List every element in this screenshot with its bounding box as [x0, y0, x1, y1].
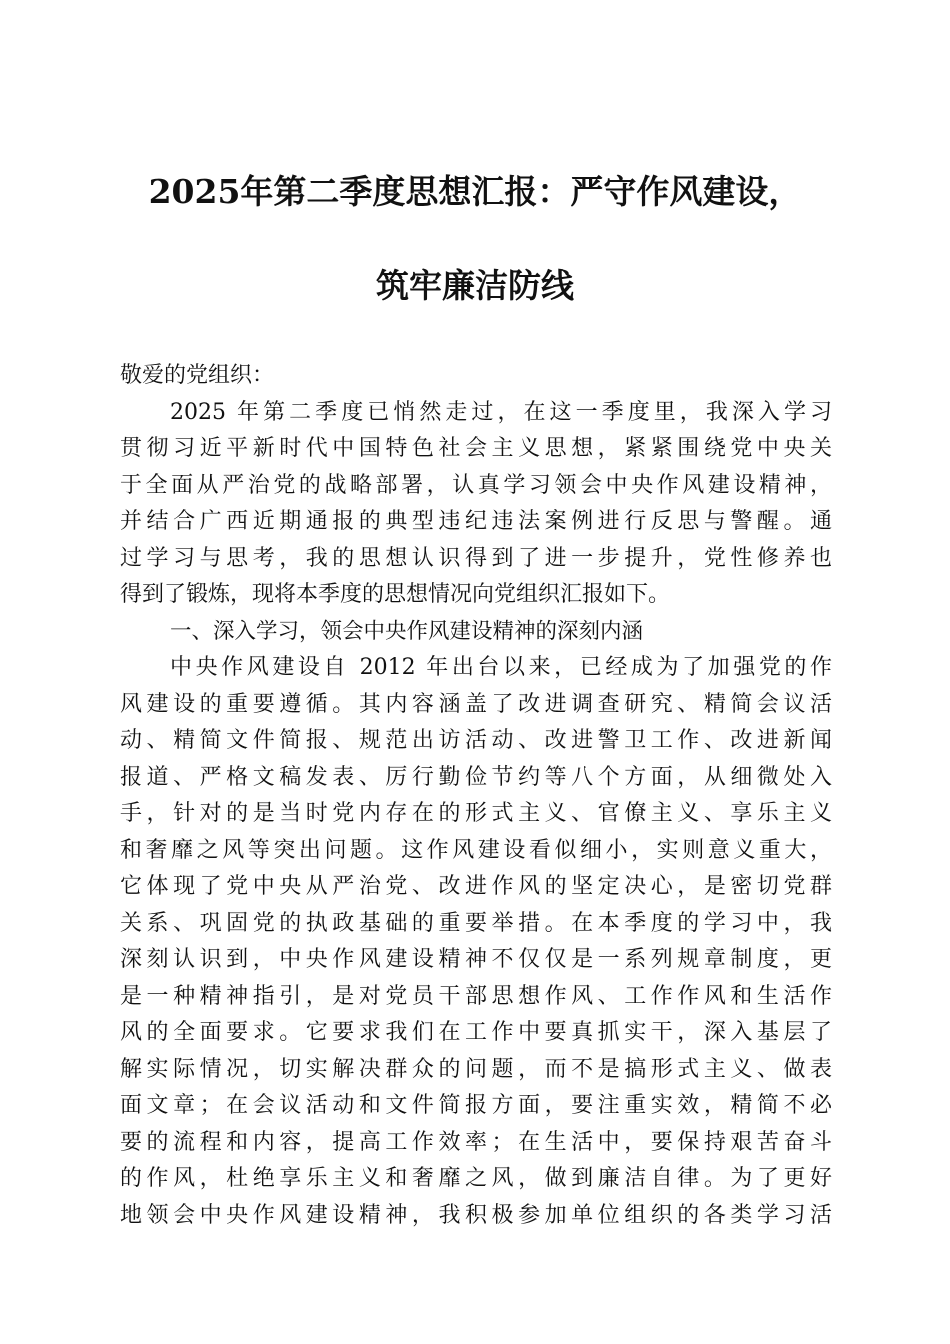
document-title-line-1: 2025年第二季度思想汇报：严守作风建设， [148, 172, 802, 211]
section-1-line: 地领会中央作风建设精神，我积极参加单位组织的各类学习活 [120, 1202, 832, 1228]
section-1-line: 要的流程和内容，提高工作效率；在生活中，要保持艰苦奋斗 [120, 1129, 832, 1155]
intro-line: 过学习与思考，我的思想认识得到了进一步提升，党性修养也 [120, 545, 832, 571]
section-1-line: 中央作风建设自 2012 年出台以来，已经成为了加强党的作 [170, 655, 832, 680]
section-1-line: 和奢靡之风等突出问题。这作风建设看似细小，实则意义重大， [120, 837, 832, 863]
intro-line: 贯彻习近平新时代中国特色社会主义思想，紧紧围绕党中央关 [120, 436, 832, 461]
intro-line: 于全面从严治党的战略部署，认真学习领会中央作风建设精神， [120, 472, 832, 498]
salutation: 敬爱的党组织： [120, 363, 275, 388]
intro-line: 2025 年第二季度已悄然走过，在这一季度里，我深入学习 [170, 399, 832, 425]
section-1-line: 是一种精神指引，是对党员干部思想作风、工作作风和生活作 [120, 983, 832, 1009]
section-1-line: 它体现了党中央从严治党、改进作风的坚定决心，是密切党群 [120, 874, 832, 899]
document-title-line-2: 筑牢廉洁防线 [376, 266, 574, 305]
document-body [120, 358, 832, 1234]
intro-line: 并结合广西近期通报的典型违纪违法案例进行反思与警醒。通 [120, 509, 832, 534]
section-1-line: 风的全面要求。它要求我们在工作中要真抓实干，深入基层了 [120, 1020, 832, 1045]
section-1-line: 风建设的重要遵循。其内容涵盖了改进调查研究、精简会议活 [120, 691, 832, 717]
section-1-line: 关系、巩固党的执政基础的重要举措。在本季度的学习中，我 [120, 910, 832, 936]
section-1-line: 手，针对的是当时党内存在的形式主义、官僚主义、享乐主义 [120, 801, 832, 826]
section-1-line: 面文章；在会议活动和文件简报方面，要注重实效，精简不必 [120, 1093, 832, 1118]
section-1-line: 解实际情况，切实解决群众的问题，而不是搞形式主义、做表 [120, 1056, 832, 1082]
intro-line: 得到了锻炼，现将本季度的思想情况向党组织汇报如下。 [120, 582, 671, 607]
section-1-heading: 一、深入学习，领会中央作风建设精神的深刻内涵 [170, 618, 644, 644]
section-1-line: 深刻认识到，中央作风建设精神不仅仅是一系列规章制度，更 [120, 947, 832, 972]
section-1-line: 的作风，杜绝享乐主义和奢靡之风，做到廉洁自律。为了更好 [120, 1166, 832, 1191]
section-1-line: 动、精简文件简报、规范出访活动、改进警卫工作、改进新闻 [120, 728, 832, 753]
section-1-line: 报道、严格文稿发表、厉行勤俭节约等八个方面，从细微处入 [120, 764, 832, 790]
